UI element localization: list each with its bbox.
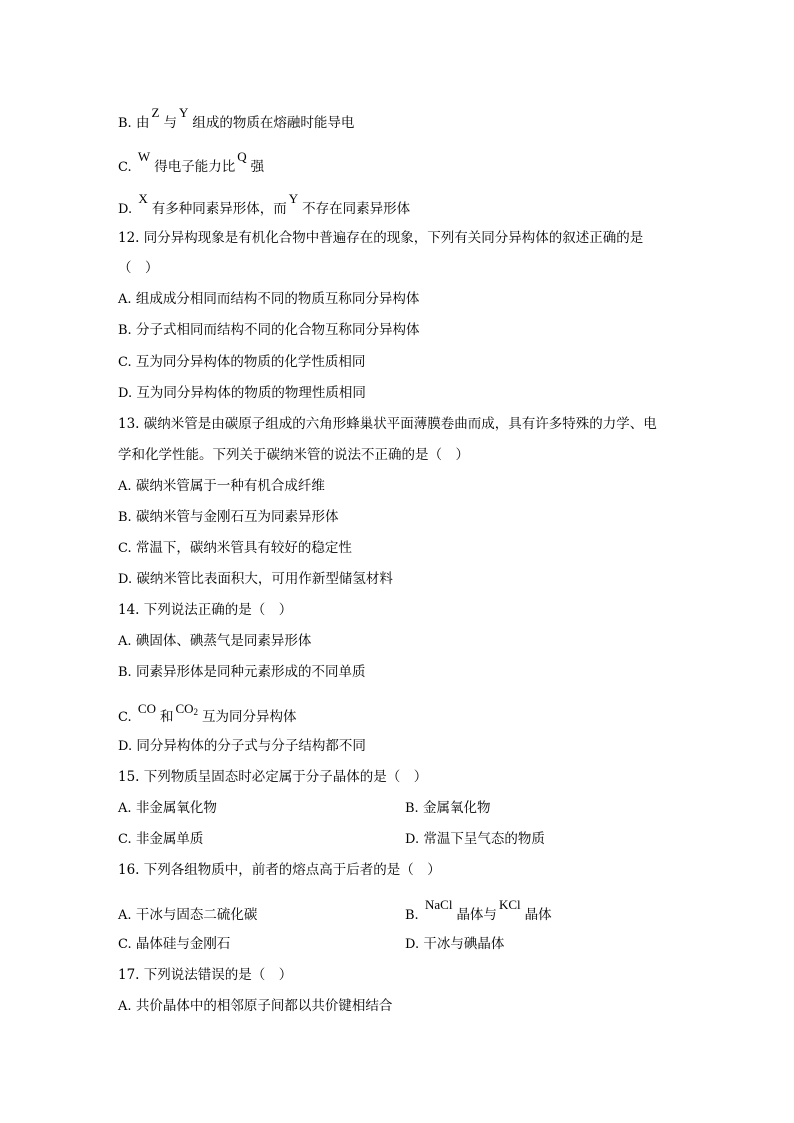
formula-co: CO — [137, 701, 156, 716]
q15-option-b — [405, 799, 490, 818]
option-text-post: 互为同分异构体 — [202, 709, 297, 725]
option-text: 金属氧化物 — [422, 800, 491, 816]
option-letter: D. — [118, 739, 133, 754]
option-text-mid: 得电子能力比 — [154, 159, 236, 175]
q14-option-c — [118, 701, 297, 729]
option-letter: D. — [118, 386, 133, 401]
option-text-mid: 晶体与 — [456, 907, 497, 923]
q16-row-cd — [118, 935, 678, 954]
option-letter: B. — [118, 116, 132, 131]
option-text-mid: 与 — [163, 115, 177, 131]
option-text: 共价晶体中的相邻原子间都以共价键相结合 — [135, 998, 393, 1014]
option-text: 碘固体、碘蒸气是同素异形体 — [135, 633, 312, 649]
q15-option-a — [118, 800, 217, 816]
option-text: 分子式相同而结构不同的化合物互称同分异构体 — [135, 322, 420, 338]
option-letter: A. — [118, 479, 132, 494]
option-letter: C. — [118, 832, 132, 847]
q13-stem-line1: 13. 碳纳米管是由碳原子组成的六角形蜂巢状平面薄膜卷曲而成，具有许多特殊的力学、电 — [118, 416, 657, 432]
option-letter: A. — [118, 999, 132, 1014]
q14-stem: 14. 下列说法正确的是（ ） — [118, 602, 293, 618]
option-text: 同分异构体的分子式与分子结构都不同 — [136, 738, 366, 754]
option-text-pre: 由 — [135, 115, 150, 131]
q12-paren: （ ） — [118, 260, 159, 276]
option-text: 碳纳米管与金刚石互为同素异形体 — [135, 509, 339, 525]
option-text: 碳纳米管属于一种有机合成纤维 — [135, 478, 325, 494]
formula-co2 — [175, 701, 198, 716]
formula-kcl: KCl — [498, 897, 521, 912]
option-text-post: 强 — [250, 159, 265, 175]
option-text: 晶体硅与金刚石 — [135, 936, 231, 952]
option-text-post: 不存在同素异形体 — [302, 201, 411, 217]
q13-option-d — [118, 570, 393, 589]
option-text: 互为同分异构体的物质的化学性质相同 — [135, 354, 366, 370]
q11-option-c — [118, 149, 265, 177]
element-symbol: Z — [151, 105, 160, 120]
option-letter: A. — [118, 801, 132, 816]
option-letter: B. — [118, 665, 132, 680]
q15-option-d — [405, 830, 545, 849]
option-text-post: 晶体 — [524, 907, 552, 923]
q11-option-b — [118, 105, 355, 133]
option-letter: D. — [118, 572, 133, 587]
option-letter: C. — [118, 541, 132, 556]
formula-base: CO — [175, 701, 194, 716]
option-text: 非金属单质 — [135, 831, 204, 847]
q14-option-a — [118, 632, 311, 651]
option-letter: D. — [118, 202, 133, 217]
q14-option-b — [118, 663, 365, 682]
option-letter: C. — [118, 937, 132, 952]
q17-stem: 17. 下列说法错误的是（ ） — [118, 967, 293, 983]
option-letter: C. — [118, 710, 132, 725]
q12-option-d — [118, 384, 366, 403]
q15-row-ab — [118, 799, 678, 818]
option-text: 互为同分异构体的物质的物理性质相同 — [136, 385, 366, 401]
option-text: 非金属氧化物 — [135, 800, 217, 816]
element-symbol: Y — [178, 105, 189, 120]
q12-option-a — [118, 290, 419, 309]
q13-option-a — [118, 477, 325, 496]
option-text: 干冰与固态二硫化碳 — [135, 907, 258, 923]
q16-option-a — [118, 907, 257, 923]
option-letter: D. — [405, 937, 420, 952]
q14-option-d — [118, 737, 366, 756]
q15-stem: 15. 下列物质呈固态时必定属于分子晶体的是（ ） — [118, 769, 428, 785]
option-text-mid: 有多种同素异形体，而 — [151, 201, 287, 217]
q12-stem: 12. 同分异构现象是有机化合物中普遍存在的现象，下列有关同分异构体的叙述正确的是 — [118, 230, 644, 246]
option-text: 组成成分相同而结构不同的物质互称同分异构体 — [135, 291, 420, 307]
option-text: 同素异形体是同种元素形成的不同单质 — [135, 664, 366, 680]
option-letter: D. — [405, 832, 420, 847]
q11-option-d — [118, 191, 411, 219]
option-letter: A. — [118, 908, 132, 923]
option-letter: B. — [118, 510, 132, 525]
option-text-post: 组成的物质在熔融时能导电 — [192, 115, 355, 131]
q15-option-c — [118, 831, 203, 847]
q12-option-b — [118, 321, 419, 340]
option-letter: A. — [118, 292, 132, 307]
q16-row-ab — [118, 897, 678, 925]
q16-option-d — [405, 935, 504, 954]
q16-stem: 16. 下列各组物质中，前者的熔点高于后者的是（ ） — [118, 862, 441, 878]
formula-subscript: 2 — [193, 707, 199, 717]
option-letter: A. — [118, 634, 132, 649]
q16-option-c — [118, 936, 230, 952]
option-letter: C. — [118, 160, 132, 175]
q17-option-a — [118, 997, 392, 1016]
option-text: 干冰与碘晶体 — [423, 936, 505, 952]
q16-option-b — [405, 897, 552, 925]
formula-nacl: NaCl — [424, 897, 453, 912]
q13-stem-line2: 学和化学性能。下列关于碳纳米管的说法不正确的是（ ） — [118, 447, 469, 463]
q13-option-c — [118, 539, 352, 558]
element-symbol: W — [137, 149, 151, 164]
option-letter: C. — [118, 355, 132, 370]
q15-row-cd — [118, 830, 678, 849]
element-symbol: Y — [288, 191, 299, 206]
q13-option-b — [118, 508, 338, 527]
option-text: 碳纳米管比表面积大，可用作新型储氢材料 — [136, 571, 393, 587]
option-letter: B. — [405, 908, 419, 923]
element-symbol: X — [138, 191, 148, 206]
q12-option-c — [118, 353, 365, 372]
option-text: 常温下呈气态的物质 — [423, 831, 545, 847]
option-text: 常温下，碳纳米管具有较好的稳定性 — [135, 540, 352, 556]
option-letter: B. — [118, 323, 132, 338]
option-letter: B. — [405, 801, 419, 816]
option-text-mid: 和 — [159, 709, 174, 725]
element-symbol: Q — [237, 149, 247, 164]
